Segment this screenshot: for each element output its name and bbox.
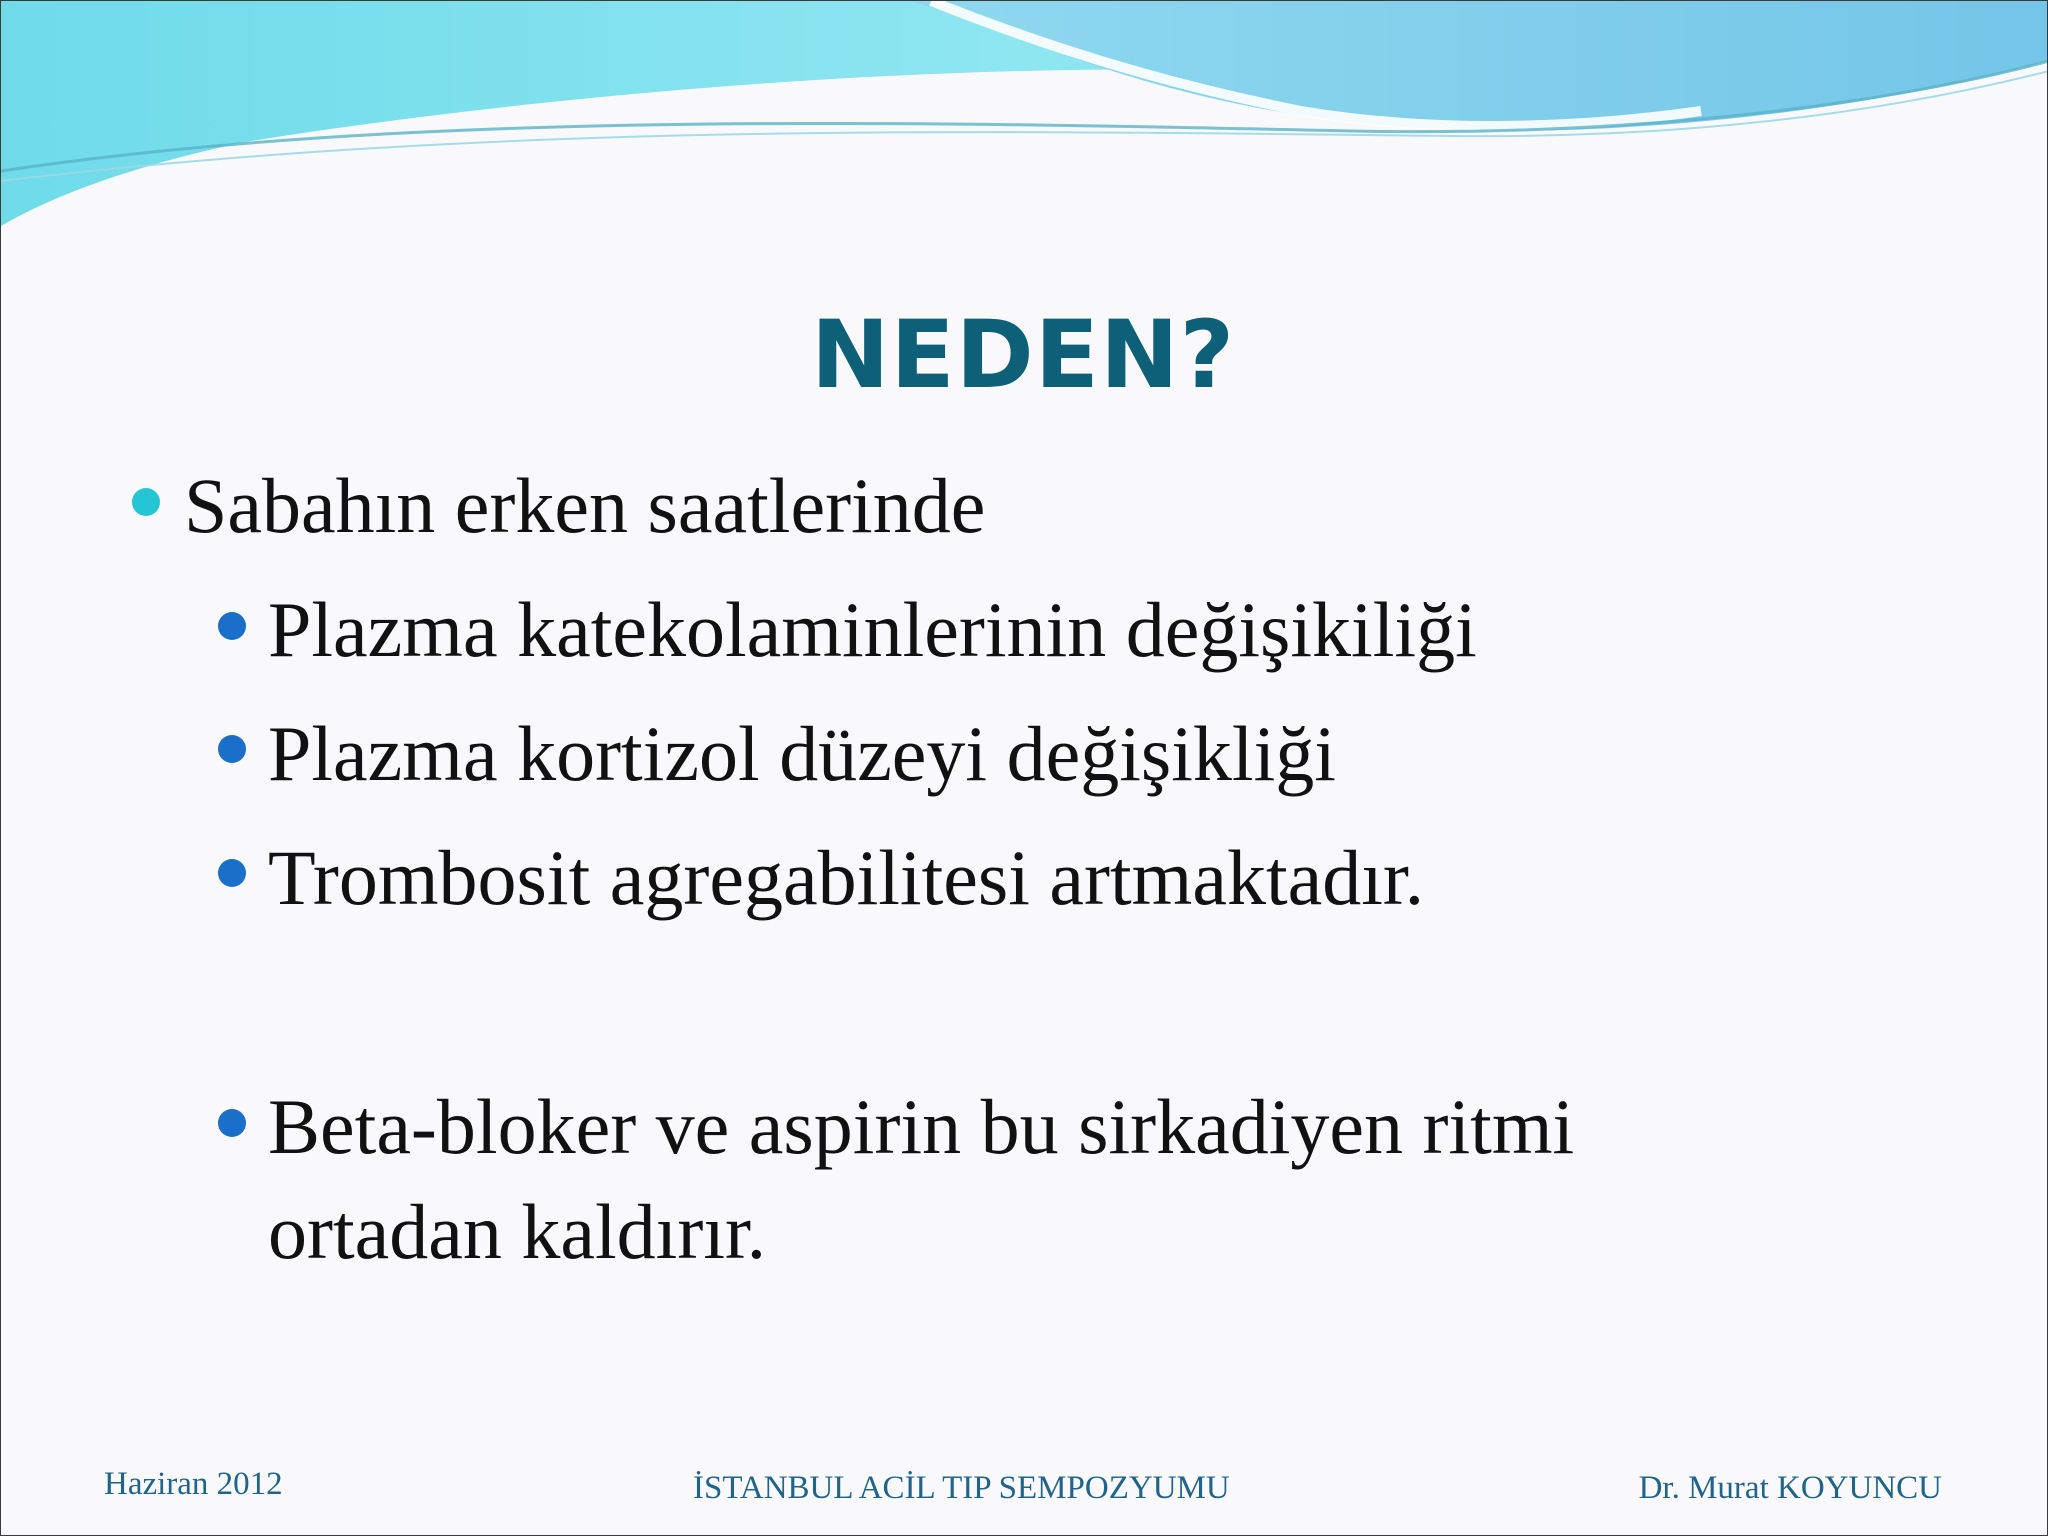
bullet-dot-icon — [132, 488, 160, 516]
bullet-item-level1: Sabahın erken saatlerinde — [184, 462, 986, 549]
footer-event: İSTANBUL ACİL TIP SEMPOZYUMU — [693, 1470, 1230, 1506]
bullet-dot-icon — [218, 735, 246, 763]
bullet-item-level2: Trombosit agregabilitesi artmaktadır. — [268, 834, 1425, 921]
bullet-item-level2: Plazma katekolaminlerinin değişikiliği — [268, 586, 1477, 673]
bullet-item-level2-line1: Beta-bloker ve aspirin bu sirkadiyen ritmi — [268, 1083, 1575, 1170]
bullet-dot-icon — [218, 859, 246, 887]
bullet-dot-icon — [218, 1109, 246, 1137]
footer-date: Haziran 2012 — [104, 1466, 283, 1502]
bullet-list — [1, 1, 2048, 1536]
footer-author: Dr. Murat KOYUNCU — [1638, 1470, 1942, 1506]
bullet-item-level2: Plazma kortizol düzeyi değişikliği — [268, 710, 1336, 797]
bullet-item-level2-line2: ortadan kaldırır. — [268, 1188, 767, 1275]
slide-title: NEDEN? — [810, 301, 1236, 410]
bullet-dot-icon — [218, 612, 246, 640]
